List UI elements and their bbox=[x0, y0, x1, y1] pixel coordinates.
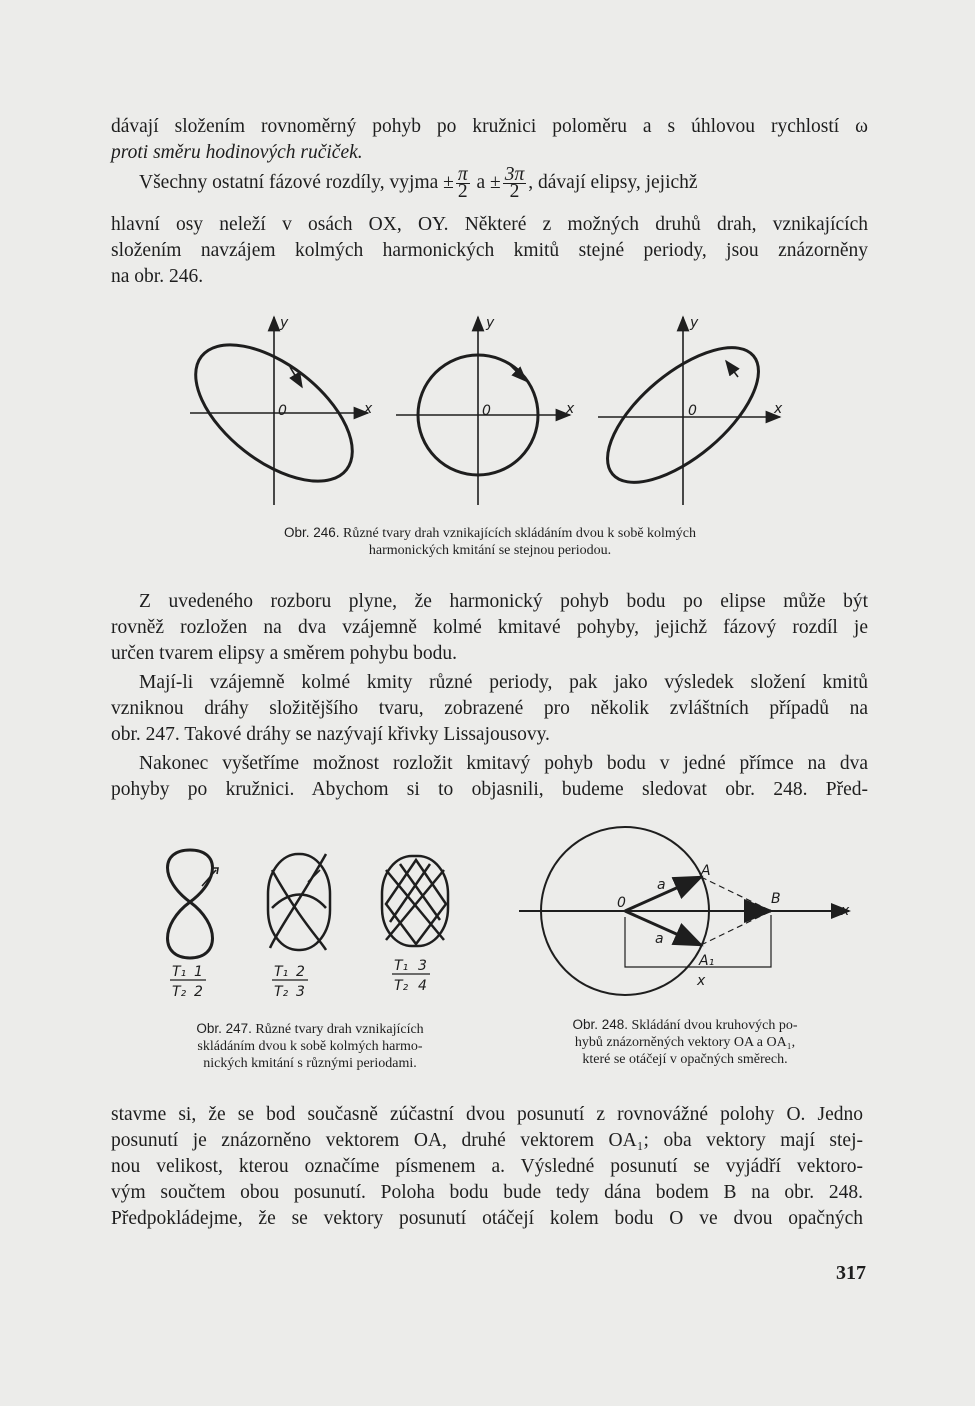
ratio-value-num: 3 bbox=[418, 958, 427, 974]
figure-247 bbox=[150, 840, 470, 1010]
text-line: Mají-li vzájemně kolmé kmity různé periody, pak jako výsledek složení kmitů bbox=[139, 672, 868, 693]
page-number: 317 bbox=[836, 1262, 866, 1284]
caption-line: Různé tvary drah vznikajících bbox=[255, 1022, 424, 1037]
label-b-point: B bbox=[771, 891, 781, 907]
axis-x-label: x bbox=[364, 401, 373, 417]
caption-line: hybů znázorněných vektory OA a OA₁, bbox=[574, 1035, 796, 1050]
phase-rest bbox=[111, 212, 868, 290]
axis-x-label: x bbox=[566, 401, 575, 417]
caption-line: které se otáčejí v opačných směrech. bbox=[582, 1052, 788, 1067]
ellipse-right bbox=[586, 315, 783, 506]
caption-label: Obr. 246. bbox=[283, 525, 340, 540]
caption-line: harmonických kmitání se stejnou periodou. bbox=[368, 543, 612, 558]
ratio-value-num: 2 bbox=[296, 964, 305, 980]
text-line: pohyby po kružnici. Abychom si to objasnili, budeme sledovat obr. 248. Před- bbox=[111, 779, 868, 800]
text-line: hlavní osy neleží v osách OX, OY. Některé z možných druhů drah, vznikajících bbox=[111, 214, 868, 235]
ellipse-left bbox=[190, 315, 376, 507]
axis-y-label: y bbox=[690, 315, 699, 331]
text-line: proti směru hodinových ručiček. bbox=[111, 142, 363, 163]
paragraph-3 bbox=[111, 670, 868, 748]
ratio-num: T₁ bbox=[394, 958, 409, 974]
origin-label: 0 bbox=[482, 403, 491, 419]
figure-248 bbox=[515, 825, 855, 1010]
ratio-value-den: 3 bbox=[296, 984, 305, 1000]
lissajous-3-4 bbox=[382, 856, 448, 946]
figure-248-caption bbox=[515, 1016, 855, 1068]
figure-247-caption bbox=[140, 1020, 480, 1072]
text-line: obr. 247. Takové dráhy se nazývají křivky Lissajousovy. bbox=[111, 724, 550, 745]
intro-paragraph bbox=[111, 114, 868, 166]
caption-line: Skládání dvou kruhových po- bbox=[631, 1018, 798, 1033]
phase-before: Všechny ostatní fázové rozdíly, vyjma ± bbox=[139, 172, 454, 193]
fraction-pi-2: $\frac{\pi}{2}$ bbox=[457, 164, 468, 203]
text-line: Předpokládejme, že se vektory posunutí otáčejí kolem bodu O ve dvou opačných bbox=[111, 1208, 863, 1229]
label-a-top: a bbox=[657, 877, 666, 893]
fraction-3pi-2: $\frac{3\pi}{2}$ bbox=[504, 164, 525, 203]
text-line: Z uvedeného rozboru plyne, že harmonický pohyb bodu po elipse může být bbox=[139, 591, 868, 612]
phase-middle: a ± bbox=[476, 172, 501, 193]
ratio-num: T₁ bbox=[172, 964, 187, 980]
label-a-point: A bbox=[701, 863, 711, 879]
text-line: vzniknou dráhy složitějšího tvaru, zobrazené pro několik zvláštních případů na bbox=[111, 698, 868, 719]
text-line: složením navzájem kolmých harmonických kmitů stejné periody, jsou znázorněny bbox=[111, 240, 868, 261]
ratio-value-den: 4 bbox=[418, 978, 427, 994]
label-o: 0 bbox=[617, 895, 626, 911]
caption-label: Obr. 247. bbox=[196, 1021, 252, 1036]
caption-line: skládáním dvou k sobě kolmých harmo- bbox=[197, 1039, 423, 1054]
text-line: určen tvarem elipsy a směrem pohybu bodu. bbox=[111, 643, 458, 664]
phase-line bbox=[111, 163, 868, 205]
ratio-den: T₂ bbox=[394, 978, 409, 994]
text-line: na obr. 246. bbox=[111, 266, 204, 287]
label-x-bottom: x bbox=[697, 973, 706, 989]
phase-after: , dávají elipsy, jejichž bbox=[528, 172, 698, 193]
ratio-value-den: 2 bbox=[194, 984, 203, 1000]
phase-paragraph bbox=[111, 163, 868, 205]
text-line: rovněž rozložen na dva vzájemně kolmé kmitavé pohyby, jejichž fázový rozdíl je bbox=[111, 617, 868, 638]
label-a1-point: A₁ bbox=[699, 953, 715, 969]
caption-label: Obr. 248. bbox=[572, 1017, 628, 1032]
period-ratios bbox=[170, 958, 430, 1000]
caption-line: Různé tvary drah vznikajících skládáním dvou k sobě kolmých bbox=[343, 526, 697, 541]
paragraph-5 bbox=[111, 1102, 863, 1232]
axis-x-label: x bbox=[774, 401, 783, 417]
lissajous-1-2 bbox=[168, 850, 219, 958]
label-a-bottom: a bbox=[655, 931, 664, 947]
text-line: stavme si, že se bod současně zúčastní dvou posunutí z rovnovážné polohy O. Jedno bbox=[111, 1104, 863, 1125]
origin-label: 0 bbox=[688, 403, 697, 419]
ratio-value-num: 1 bbox=[194, 964, 203, 980]
label-x-axis: x bbox=[841, 903, 850, 919]
paragraph-2 bbox=[111, 589, 868, 667]
origin-label: 0 bbox=[278, 403, 287, 419]
caption-line: nických kmitání s různými periodami. bbox=[203, 1056, 417, 1071]
circle-middle bbox=[396, 315, 575, 505]
ratio-den: T₂ bbox=[172, 984, 187, 1000]
text-line: vým součtem obou posunutí. Poloha bodu bude tedy dána bodem B na obr. 248. bbox=[111, 1182, 863, 1203]
figure-246-caption bbox=[190, 524, 790, 559]
figure-246 bbox=[190, 305, 790, 520]
ratio-num: T₁ bbox=[274, 964, 289, 980]
text-line: nou velikost, kterou označíme písmenem a. Výsledné posunutí se vyjádří vektoro- bbox=[111, 1156, 863, 1177]
ratio-den: T₂ bbox=[274, 984, 289, 1000]
text-line: posunutí je znázorněno vektorem OA, druhé vektorem OA₁; oba vektory mají stej- bbox=[111, 1130, 863, 1151]
lissajous-2-3 bbox=[268, 854, 330, 950]
text-line: dávají složením rovnoměrný pohyb po kružnici poloměru a s úhlovou rychlostí ω bbox=[111, 116, 868, 137]
text-line: Nakonec vyšetříme možnost rozložit kmitavý pohyb bodu v jedné přímce na dva bbox=[139, 753, 868, 774]
paragraph-4 bbox=[111, 751, 868, 803]
axis-y-label: y bbox=[486, 315, 495, 331]
axis-y-label: y bbox=[280, 315, 289, 331]
